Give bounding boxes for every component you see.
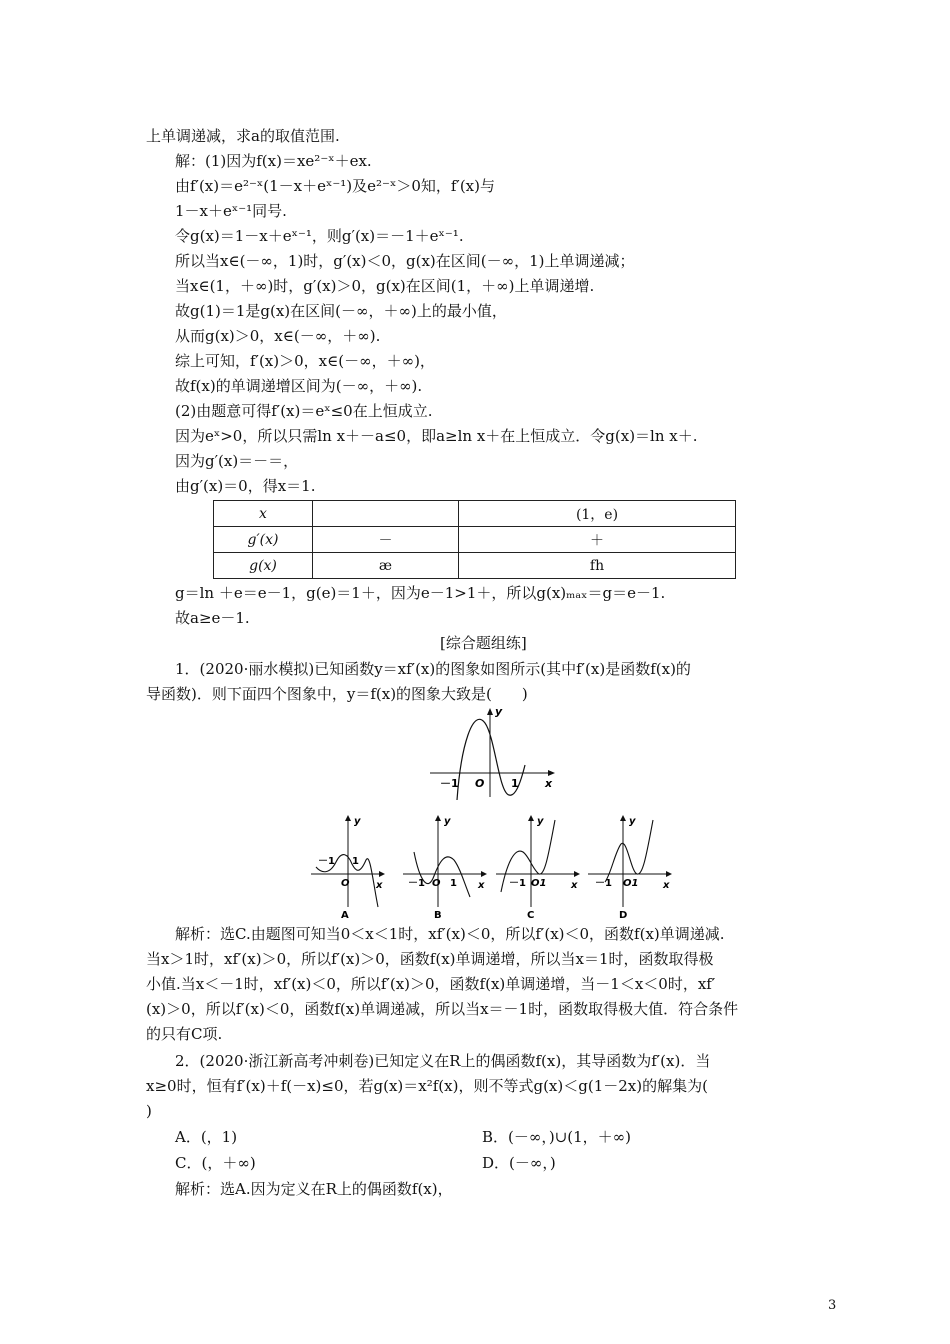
text-line: 由f′(x)＝e²⁻ˣ(1－x＋eˣ⁻¹)及e²⁻ˣ＞0知，f′(x)与	[175, 177, 495, 195]
tick-label: 1	[511, 777, 519, 790]
question-2-line: )	[146, 1102, 152, 1120]
page-number: 3	[828, 1298, 837, 1313]
solution-2-line: 解析：选A.因为定义在R上的偶函数f(x)，	[175, 1180, 453, 1198]
text-line: 所以当x∈(－∞，1)时，g′(x)＜0，g(x)在区间(－∞，1)上单调递减；	[175, 252, 635, 270]
tick-label: －1	[509, 878, 526, 889]
solution-1-line: 小值.当x＜－1时，xf′(x)＜0，所以f′(x)＞0，函数f(x)单调递增，当－1＜x＜0时，xf′	[146, 975, 716, 993]
question-1-line: 1．(2020·丽水模拟)已知函数y＝xf′(x)的图象如图所示(其中f′(x)是函数f(x)的	[175, 660, 691, 678]
text-line: (2)由题意可得f′(x)＝eˣ≤0在上恒成立.	[175, 402, 433, 420]
solution-1-line: 解析：选C.由题图可知当0＜x＜1时，xf′(x)＜0，所以f′(x)＜0，函数f(x)单调递减.	[175, 925, 725, 943]
table-cell: fh	[459, 553, 736, 579]
option-c: C．(，＋∞)	[175, 1154, 256, 1172]
text-line: 解：(1)因为f(x)＝xe²⁻ˣ＋ex.	[175, 152, 372, 170]
axis-label-y: y	[495, 705, 503, 718]
table-cell: æ	[313, 553, 459, 579]
question-2-line: 2．(2020·浙江新高考冲刺卷)已知定义在R上的偶函数f(x)，其导函数为f′(x)．当	[175, 1052, 711, 1070]
axis-label-x: x	[478, 880, 485, 891]
option-a-graph	[308, 812, 388, 922]
question-1-line: 导函数)．则下面四个图象中，y＝f(x)的图象大致是( )	[146, 685, 528, 703]
tick-label: －1	[408, 878, 425, 889]
option-b-graph	[400, 812, 490, 922]
origin-label: O	[341, 878, 350, 889]
variation-table	[213, 500, 736, 579]
text-line: 因为g′(x)＝－＝，	[175, 452, 299, 470]
text-line: 由g′(x)＝0，得x＝1.	[175, 477, 316, 495]
solution-1-line: (x)＞0，所以f′(x)＜0，函数f(x)单调递减，所以当x＝－1时，函数取得极大值．符合条件	[146, 1000, 739, 1018]
tick-label: －1	[440, 777, 459, 790]
text-line: 综上可知，f′(x)＞0，x∈(－∞，＋∞)，	[175, 352, 435, 370]
axis-label-x: x	[376, 880, 383, 891]
table-cell: －	[313, 527, 459, 553]
text-line: 因为eˣ>0，所以只需ln x＋－a≤0，即a≥ln x＋在上恒成立．令g(x)＝ln x＋.	[175, 427, 698, 445]
text-line: 1－x＋eˣ⁻¹同号.	[175, 202, 287, 220]
axis-label-x: x	[663, 880, 670, 891]
table-cell: g′(x)	[214, 527, 313, 553]
text-line: 故a≥e－1.	[175, 609, 250, 627]
table-row	[214, 553, 736, 579]
option-c-graph	[493, 812, 583, 922]
option-d-caption: D	[619, 910, 628, 921]
origin-label: O1	[531, 878, 547, 889]
section-title: [综合题组练]	[440, 634, 527, 652]
table-cell: ＋	[459, 527, 736, 553]
axis-label-y: y	[354, 816, 361, 827]
table-cell: x	[214, 501, 313, 527]
origin-label: O	[432, 878, 441, 889]
text-line: 上单调递减，求a的取值范围.	[146, 127, 340, 145]
text-line: 从而g(x)＞0，x∈(－∞，＋∞).	[175, 327, 381, 345]
option-a-caption: A	[341, 910, 349, 921]
origin-label: O	[475, 777, 485, 790]
text-line: 当x∈(1，＋∞)时，g′(x)＞0，g(x)在区间(1，＋∞)上单调递增.	[175, 277, 595, 295]
axis-label-y: y	[629, 816, 636, 827]
axis-label-x: x	[571, 880, 578, 891]
option-b-caption: B	[434, 910, 442, 921]
text-line: 故f(x)的单调递增区间为(－∞，＋∞).	[175, 377, 423, 395]
axis-label-y: y	[537, 816, 544, 827]
table-row	[214, 501, 736, 527]
solution-1-line: 当x＞1时，xf′(x)＞0，所以f′(x)＞0，函数f(x)单调递增，所以当x＝1时，函数取得极	[146, 950, 714, 968]
option-d: D．(－∞，)	[482, 1154, 556, 1172]
tick-label: 1	[352, 856, 359, 867]
solution-1-line: 的只有C项.	[146, 1025, 223, 1043]
question-2-line: x≥0时，恒有f′(x)＋f(－x)≤0，若g(x)＝x²f(x)，则不等式g(x)＜g(1－2x)的解集为(	[146, 1077, 708, 1095]
tick-label: 1	[450, 878, 457, 889]
table-row	[214, 527, 736, 553]
text-line: g＝ln ＋e＝e－1，g(e)＝1＋，因为e－1>1＋，所以g(x)ₘₐₓ＝g＝e－1.	[175, 584, 666, 602]
origin-label: O1	[623, 878, 639, 889]
option-a: A．(，1)	[175, 1128, 238, 1146]
axis-label-x: x	[545, 777, 553, 790]
table-cell: (1，e)	[459, 501, 736, 527]
text-line: 故g(1)＝1是g(x)在区间(－∞，＋∞)上的最小值，	[175, 302, 507, 320]
table-cell	[313, 501, 459, 527]
main-graph	[425, 705, 560, 800]
option-b: B．(－∞，)∪(1，＋∞)	[482, 1128, 632, 1146]
option-d-graph	[585, 812, 675, 922]
table-cell: g(x)	[214, 553, 313, 579]
tick-label: －1	[318, 856, 335, 867]
option-c-caption: C	[527, 910, 535, 921]
text-line: 令g(x)＝1－x＋eˣ⁻¹，则g′(x)＝－1＋eˣ⁻¹.	[175, 227, 464, 245]
tick-label: －1	[595, 878, 612, 889]
axis-label-y: y	[444, 816, 451, 827]
